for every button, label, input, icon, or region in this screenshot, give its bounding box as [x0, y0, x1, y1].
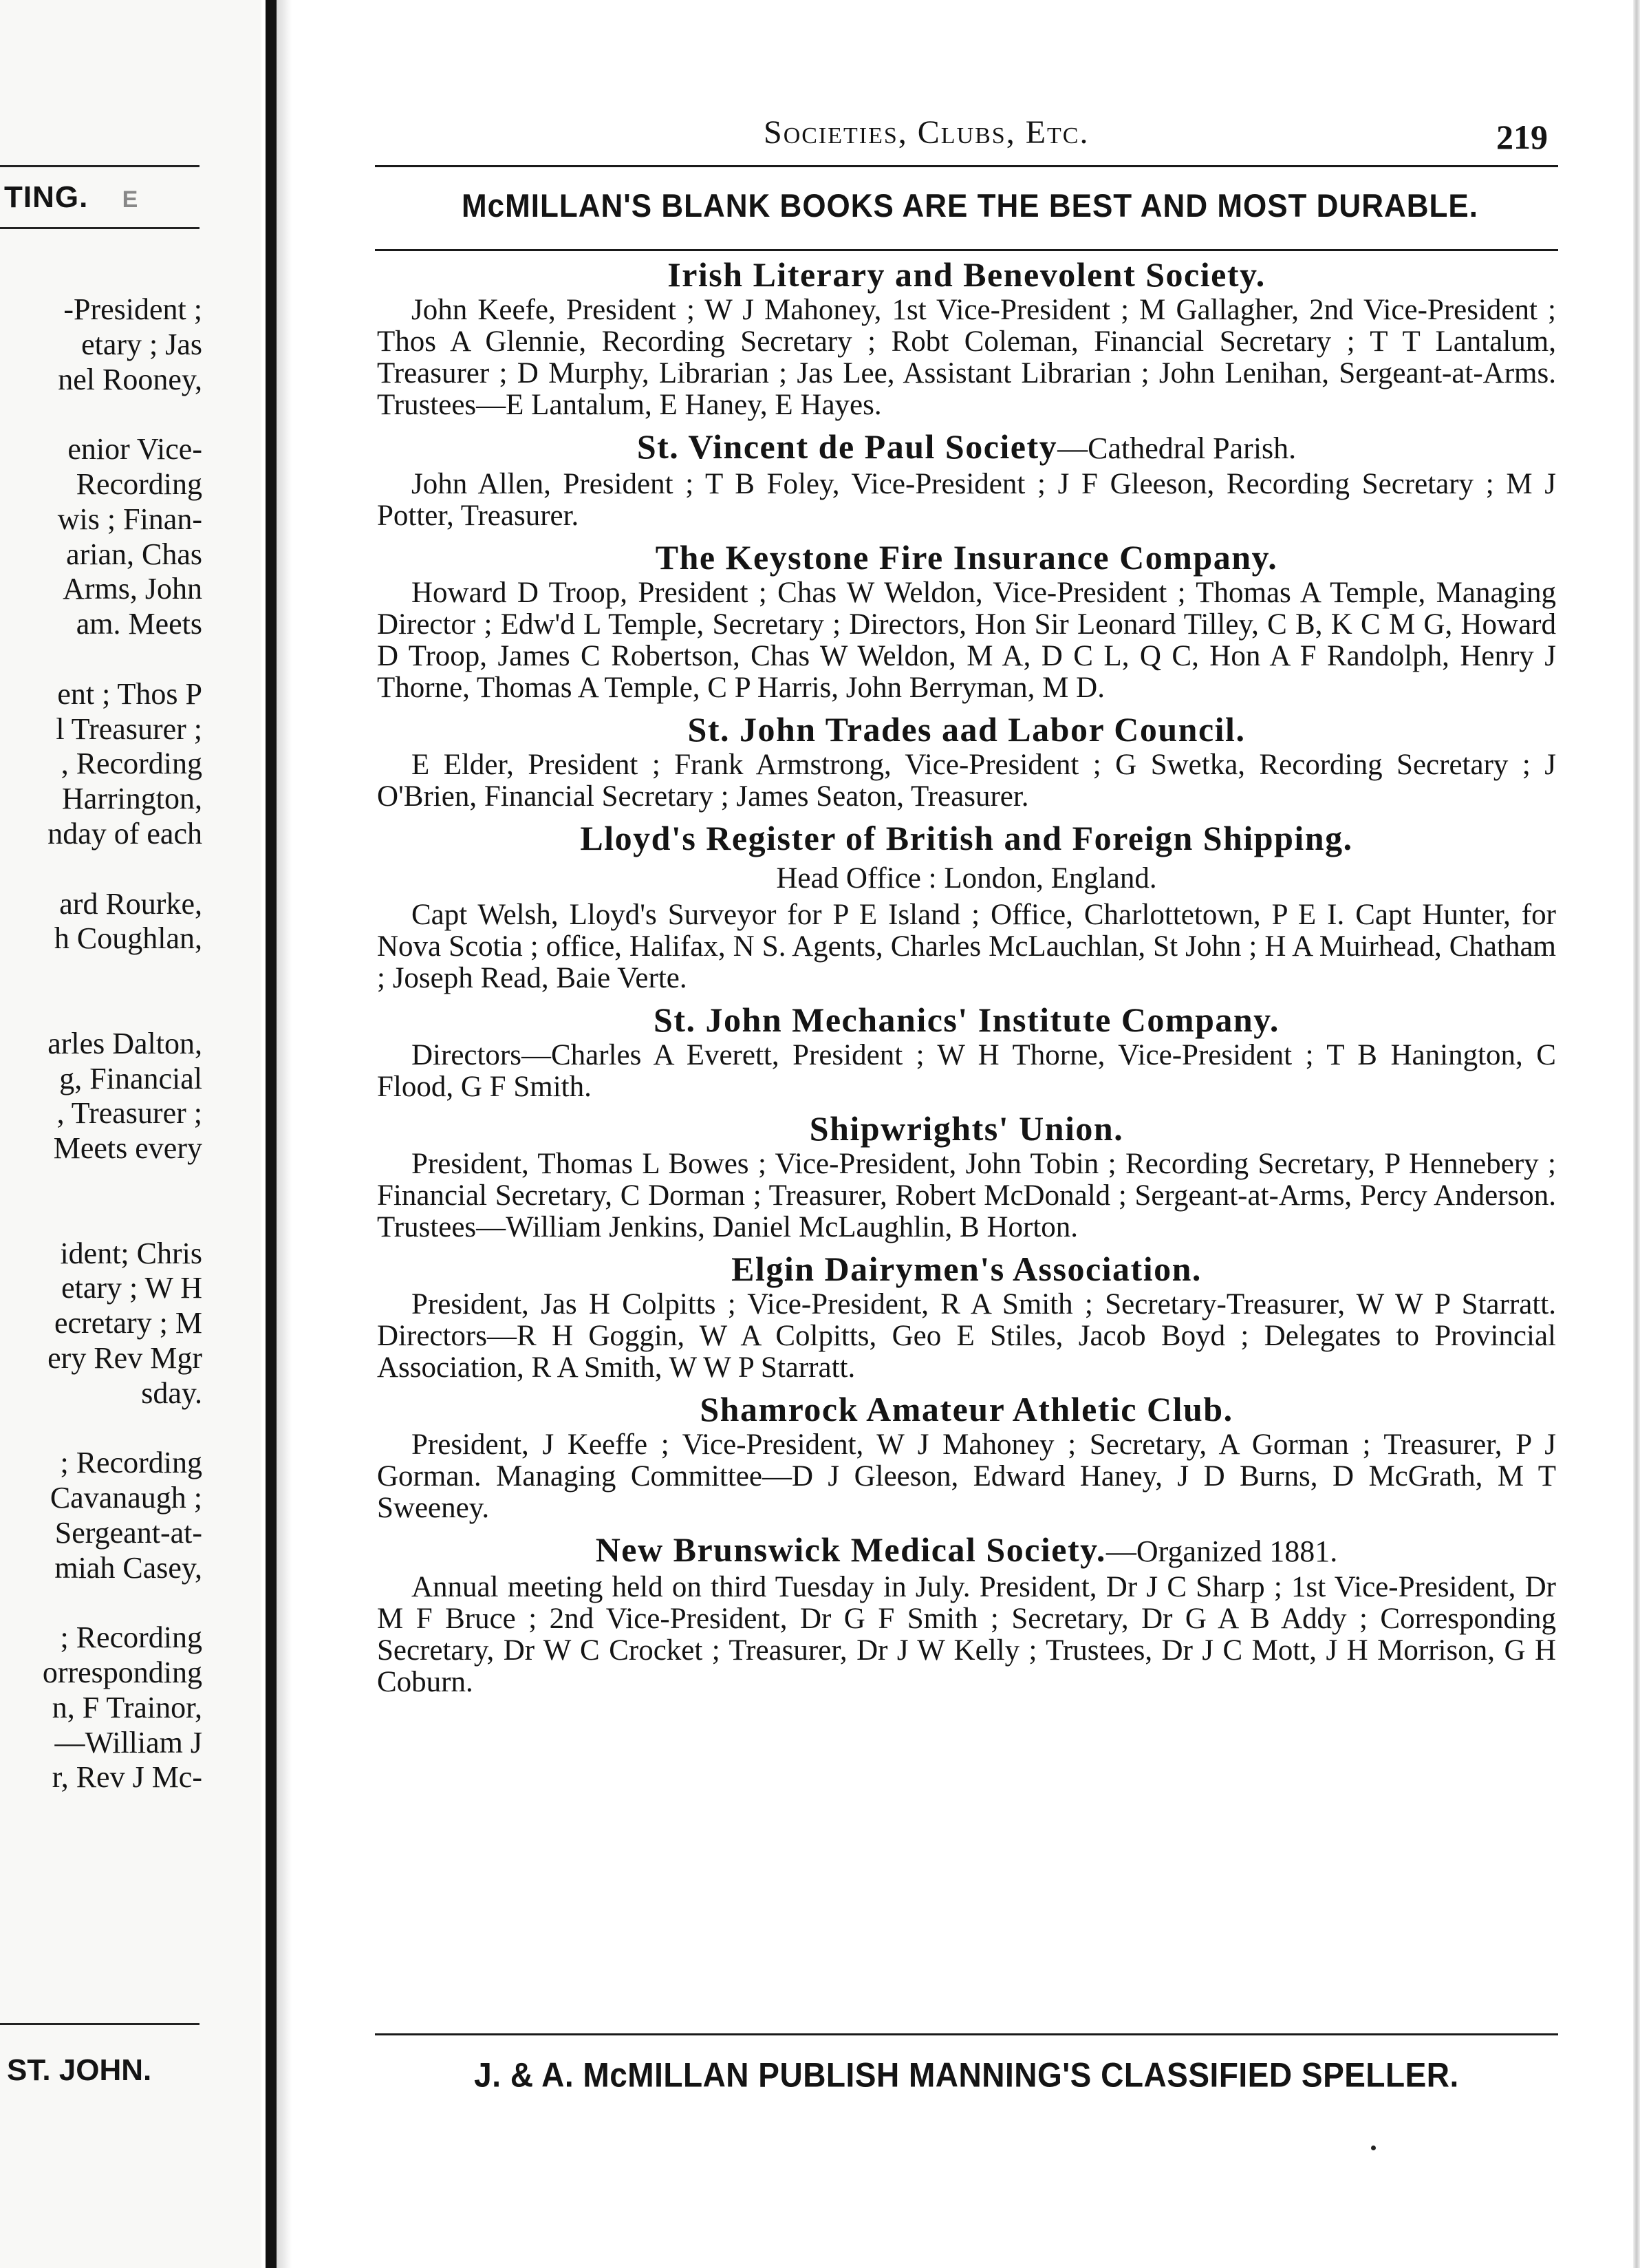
directory-entry: [377, 1249, 1556, 1384]
directory-entry: [377, 1109, 1556, 1243]
facing-page-header-text: TING.: [4, 180, 89, 214]
facing-page-line: ecretary ; M: [54, 1306, 202, 1340]
facing-page-line: g, Financial: [59, 1061, 202, 1095]
facing-page-line: ard Rourke,: [59, 886, 202, 921]
facing-page-text-column: [3, 292, 202, 1795]
entry-body: President, Jas H Colpitts ; Vice-President, R A Smith ; Secretary-Treasurer, W W P Starratt. Directors—R H Goggin, W A Colpitts, Geo E Stiles, Jacob Boyd ; Delegates to Provincial Association, R A Smith, W W P Starratt.: [377, 1288, 1556, 1384]
facing-page-line: Recording: [76, 467, 202, 501]
facing-page-top-rule: [0, 165, 199, 167]
top-rule: [375, 165, 1558, 167]
entry-title-text: Lloyd's Register of British and Foreign Shipping.: [580, 819, 1353, 857]
facing-page-line: nday of each: [47, 816, 202, 850]
facing-page-line: [3, 1201, 202, 1237]
entry-title: [377, 255, 1556, 295]
facing-page-header-fragment: E: [122, 186, 139, 213]
facing-page-line: ; Recording: [60, 1620, 202, 1655]
facing-page-line: miah Casey,: [54, 1550, 202, 1585]
entry-title-suffix: —Cathedral Parish.: [1057, 431, 1297, 465]
entry-title-text: New Brunswick Medical Society.: [595, 1530, 1106, 1569]
running-head: Societies, Clubs, Etc.: [764, 114, 1090, 151]
directory-entry: [377, 1389, 1556, 1524]
entry-body: Howard D Troop, President ; Chas W Weldon, Vice-President ; Thomas A Temple, Managing Director ; Edw'd L Temple, Secretary ; Directors, Hon Sir Leonard Tilley, C B, K C M G, Howard D Troop, James C Robertson, Chas W Weldon, M A, D C L, Q C, Hon A F Randolph, Henry J Thorne, Thomas A Temple, C P Harris, John Berryman, M D.: [377, 577, 1556, 704]
facing-page-line: h Coughlan,: [54, 921, 202, 956]
facing-page-line: [3, 956, 202, 992]
entry-title-text: St. John Trades aad Labor Council.: [687, 710, 1246, 749]
facing-page-line: [3, 642, 202, 677]
facing-page-line: Arms, John: [63, 572, 202, 606]
facing-page-line: Meets every: [53, 1131, 202, 1166]
entry-title: [377, 1249, 1556, 1289]
facing-page-line: r, Rev J Mc-: [52, 1760, 202, 1795]
facing-page-line: l Treasurer ;: [56, 712, 202, 746]
entry-title-suffix: —Organized 1881.: [1105, 1534, 1338, 1568]
facing-page-line: orresponding: [42, 1656, 202, 1690]
facing-page-footer-rule: [0, 2023, 199, 2025]
entry-title: [377, 1389, 1556, 1429]
facing-page-line: [3, 397, 202, 432]
gutter-shadow: [277, 0, 292, 2268]
top-advertisement: McMILLAN'S BLANK BOOKS ARE THE BEST AND MOST DURABLE.: [462, 188, 1478, 224]
facing-page-line: ent ; Thos P: [57, 676, 202, 711]
facing-page-line: [3, 1166, 202, 1201]
facing-page-line: [3, 1585, 202, 1620]
facing-page-line: wis ; Finan-: [57, 502, 202, 536]
page-number: 219: [1496, 118, 1548, 156]
facing-page-line: etary ; Jas: [81, 327, 202, 361]
entry-body: John Keefe, President ; W J Mahoney, 1st Vice-President ; M Gallagher, 2nd Vice-President ; Thos A Glennie, Recording Secretary ; Robt Coleman, Financial Secretary ; T T Lantalum, Treasurer ; D Murphy, Librarian ; Jas Lee, Assistant Librarian ; John Lenihan, Sergeant-at-Arms. Trustees—E Lantalum, E Haney, E Hayes.: [377, 294, 1556, 421]
directory-entry: [377, 255, 1556, 421]
facing-page-line: arles Dalton,: [47, 1026, 202, 1060]
facing-page-line: ery Rev Mgr: [47, 1340, 202, 1375]
entry-title-text: St. Vincent de Paul Society: [636, 427, 1058, 466]
entry-title-text: The Keystone Fire Insurance Company.: [655, 538, 1278, 577]
top-ad-rule: [375, 249, 1558, 251]
directory-entries: [377, 255, 1556, 1704]
directory-entry: [377, 1000, 1556, 1103]
entry-body: Directors—Charles A Everett, President ; W H Thorne, Vice-President ; T B Hanington, C Flood, G F Smith.: [377, 1039, 1556, 1103]
facing-page-line: arian, Chas: [66, 537, 202, 571]
entry-title-text: Irish Literary and Benevolent Society.: [667, 255, 1266, 294]
entry-title: [377, 709, 1556, 749]
bottom-advertisement: J. & A. McMILLAN PUBLISH MANNING'S CLASSIFIED SPELLER.: [474, 2055, 1459, 2095]
directory-entry: [377, 818, 1556, 994]
facing-page-line: sday.: [141, 1376, 202, 1410]
facing-page-footer: ST. JOHN.: [7, 2053, 152, 2087]
entry-title: [377, 1000, 1556, 1040]
facing-page-line: [3, 1411, 202, 1446]
entry-body: E Elder, President ; Frank Armstrong, Vice-President ; G Swetka, Recording Secretary ; J O'Brien, Financial Secretary ; James Seaton, Treasurer.: [377, 749, 1556, 813]
entry-body: Annual meeting held on third Tuesday in July. President, Dr J C Sharp ; 1st Vice-President, Dr M F Bruce ; 2nd Vice-President, Dr G F Smith ; Secretary, Dr G A B Addy ; Corresponding Secretary, Dr W C Crocket ; Treasurer, Dr J W Kelly ; Trustees, Dr J C Mott, J H Morrison, G H Coburn.: [377, 1571, 1556, 1698]
entry-title: [377, 1109, 1556, 1148]
facing-page-line: Sergeant-at-: [54, 1515, 202, 1550]
bottom-rule: [375, 2033, 1558, 2035]
directory-entry: [377, 709, 1556, 813]
entry-body: Capt Welsh, Lloyd's Surveyor for P E Island ; Office, Charlottetown, P E I. Capt Hunter, for Nova Scotia ; office, Halifax, N S. Agents, Charles McLauchlan, St John ; H A Muirhead, Chatham ; Joseph Read, Baie Verte.: [377, 899, 1556, 994]
facing-page-fragment: [0, 0, 261, 2268]
facing-page-header: [4, 180, 138, 215]
facing-page-line: Cavanaugh ;: [50, 1481, 202, 1515]
facing-page-line: am. Meets: [76, 607, 202, 641]
entry-title-text: St. John Mechanics' Institute Company.: [654, 1001, 1280, 1039]
page-edge: [1633, 0, 1640, 2268]
facing-page-line: [3, 852, 202, 887]
facing-page-line: nel Rooney,: [58, 362, 202, 396]
facing-page-line: , Recording: [61, 747, 202, 781]
directory-entry: [377, 537, 1556, 704]
facing-page-line: enior Vice-: [67, 432, 202, 467]
facing-page-line: [3, 992, 202, 1027]
facing-page-line: ; Recording: [60, 1446, 202, 1480]
entry-body: President, Thomas L Bowes ; Vice-President, John Tobin ; Recording Secretary, P Hennebery ; Financial Secretary, C Dorman ; Treasurer, Robert McDonald ; Sergeant-at-Arms, Percy Anderson. Trustees—William Jenkins, Daniel McLaughlin, B Horton.: [377, 1148, 1556, 1243]
print-speck: [1371, 2146, 1376, 2150]
facing-page-line: —William J: [54, 1725, 202, 1759]
entry-title-text: Shamrock Amateur Athletic Club.: [700, 1390, 1233, 1429]
entry-title: [377, 818, 1556, 858]
facing-page-header-rule: [0, 227, 199, 229]
entry-subhead: Head Office : London, England.: [776, 862, 1157, 895]
facing-page-line: n, F Trainor,: [52, 1690, 202, 1724]
facing-page-line: , Treasurer ;: [56, 1096, 202, 1131]
entry-title: [377, 427, 1556, 469]
directory-entry: [377, 1530, 1556, 1698]
entry-title-text: Elgin Dairymen's Association.: [731, 1250, 1202, 1288]
book-gutter: [266, 0, 277, 2268]
entry-title-text: Shipwrights' Union.: [809, 1109, 1124, 1148]
facing-page-line: etary ; W H: [61, 1271, 202, 1305]
directory-entry: [377, 427, 1556, 532]
entry-body: President, J Keeffe ; Vice-President, W J Mahoney ; Secretary, A Gorman ; Treasurer, P J Gorman. Managing Committee—D J Gleeson, Edward Haney, J D Burns, D McGrath, M T Sweeney.: [377, 1429, 1556, 1524]
entry-title: [377, 1530, 1556, 1572]
entry-title: [377, 537, 1556, 577]
facing-page-line: -President ;: [63, 292, 202, 326]
facing-page-line: Harrington,: [61, 782, 202, 816]
facing-page-line: ident; Chris: [60, 1236, 202, 1270]
entry-body: John Allen, President ; T B Foley, Vice-President ; J F Gleeson, Recording Secretary ; M J Potter, Treasurer.: [377, 468, 1556, 532]
